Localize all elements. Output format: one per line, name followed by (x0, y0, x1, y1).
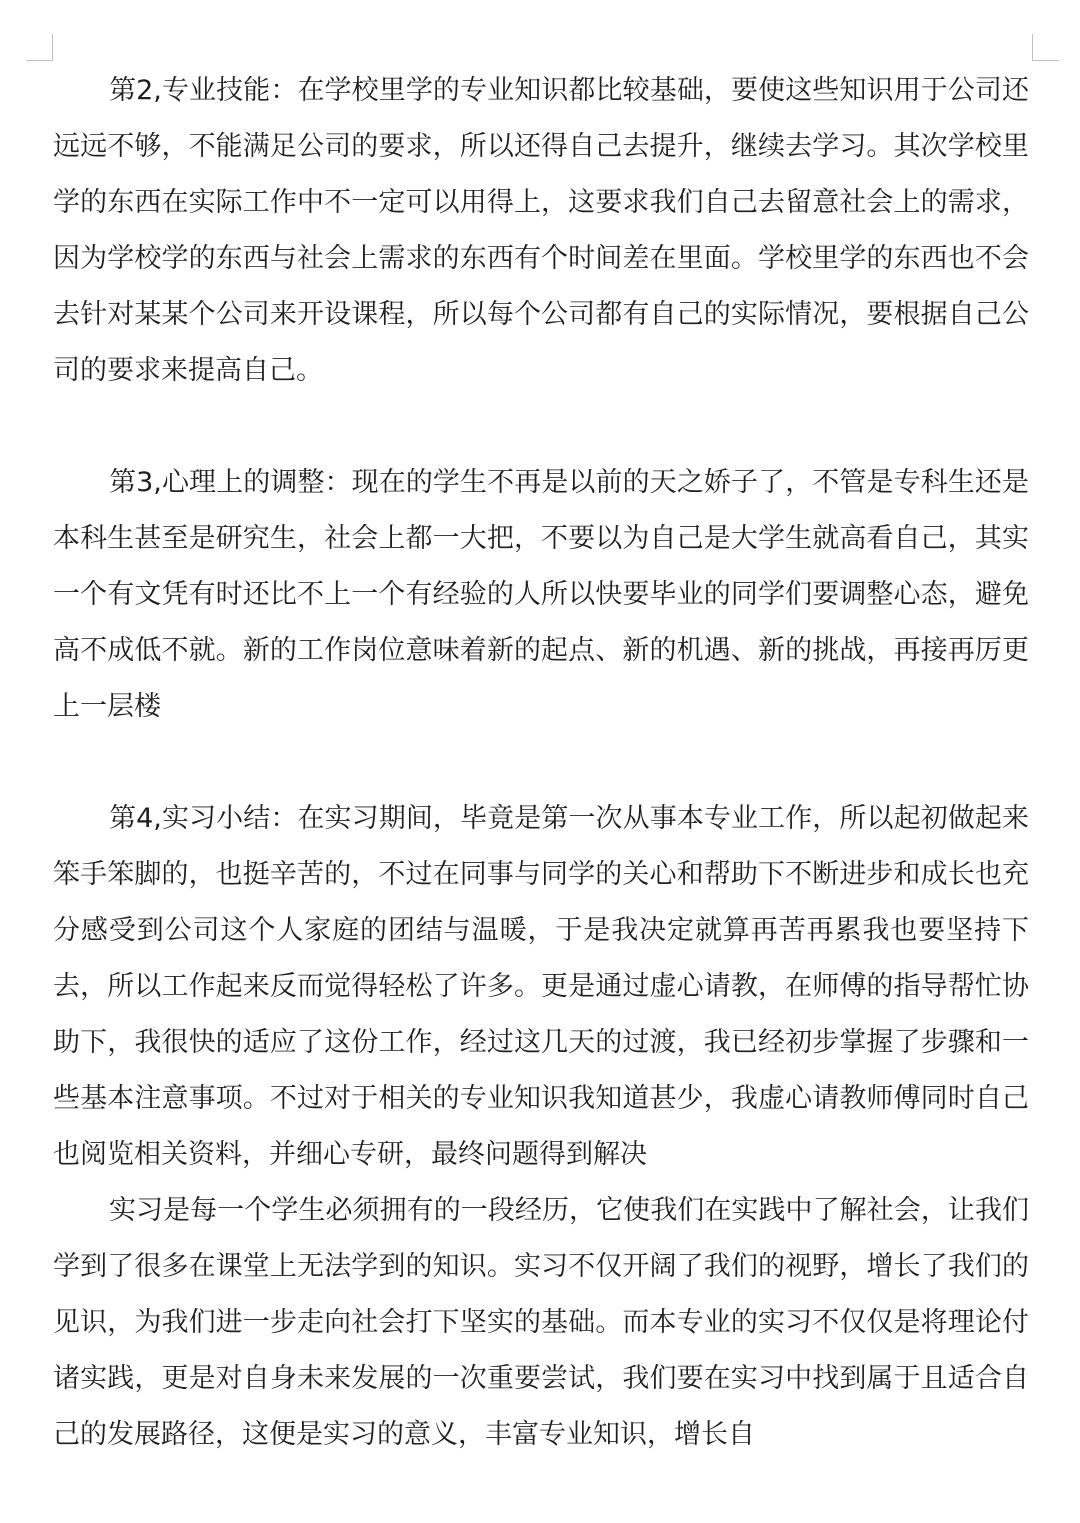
top-right-crop-mark (1032, 34, 1059, 61)
paragraph-professional-skills: 第2,专业技能：在学校里学的专业知识都比较基础，要使这些知识用于公司还远远不够，不能满足公司的要求，所以还得自己去提升，继续去学习。其次学校里学的东西在实际工作中不一定可以用得上，这要求我们自己去留意社会上的需求，因为学校学的东西与社会上需求的东西有个时间差在里面。学校里学的东西也不会去针对某某个公司来开设课程，所以每个公司都有自己的实际情况，要根据自己公司的要求来提高自己。 (53, 75, 1029, 386)
top-left-crop-mark (26, 34, 53, 61)
paragraph-internship-meaning: 实习是每一个学生必须拥有的一段经历，它使我们在实践中了解社会，让我们学到了很多在课堂上无法学到的知识。实习不仅开阔了我们的视野，增长了我们的见识，为我们进一步走向社会打下坚实的基础。而本专业的实习不仅仅是将理论付诸实践，更是对自身未来发展的一次重要尝试，我们要在实习中找到属于且适合自己的发展路径，这便是实习的意义，丰富专业知识，增长自 (53, 1195, 1029, 1450)
paragraph-mental-adjustment: 第3,心理上的调整：现在的学生不再是以前的天之娇子了，不管是专科生还是本科生甚至是研究生，社会上都一大把，不要以为自己是大学生就高看自己，其实一个有文凭有时还比不上一个有经验的人所以快要毕业的同学们要调整心态，避免高不成低不就。新的工作岗位意味着新的起点、新的机遇、新的挑战，再接再厉更上一层楼 (53, 467, 1029, 722)
paragraph-internship-summary: 第4,实习小结：在实习期间，毕竟是第一次从事本专业工作，所以起初做起来笨手笨脚的，也挺辛苦的，不过在同事与同学的关心和帮助下不断进步和成长也充分感受到公司这个人家庭的团结与温暖，于是我决定就算再苦再累我也要坚持下去，所以工作起来反而觉得轻松了许多。更是通过虚心请教，在师傅的指导帮忙协助下，我很快的适应了这份工作，经过这几天的过渡，我已经初步掌握了步骤和一些基本注意事项。不过对于相关的专业知识我知道甚少，我虚心请教师傅同时自己也阅览相关资料，并细心专研，最终问题得到解决 (53, 803, 1029, 1170)
document-body (53, 63, 1029, 1463)
